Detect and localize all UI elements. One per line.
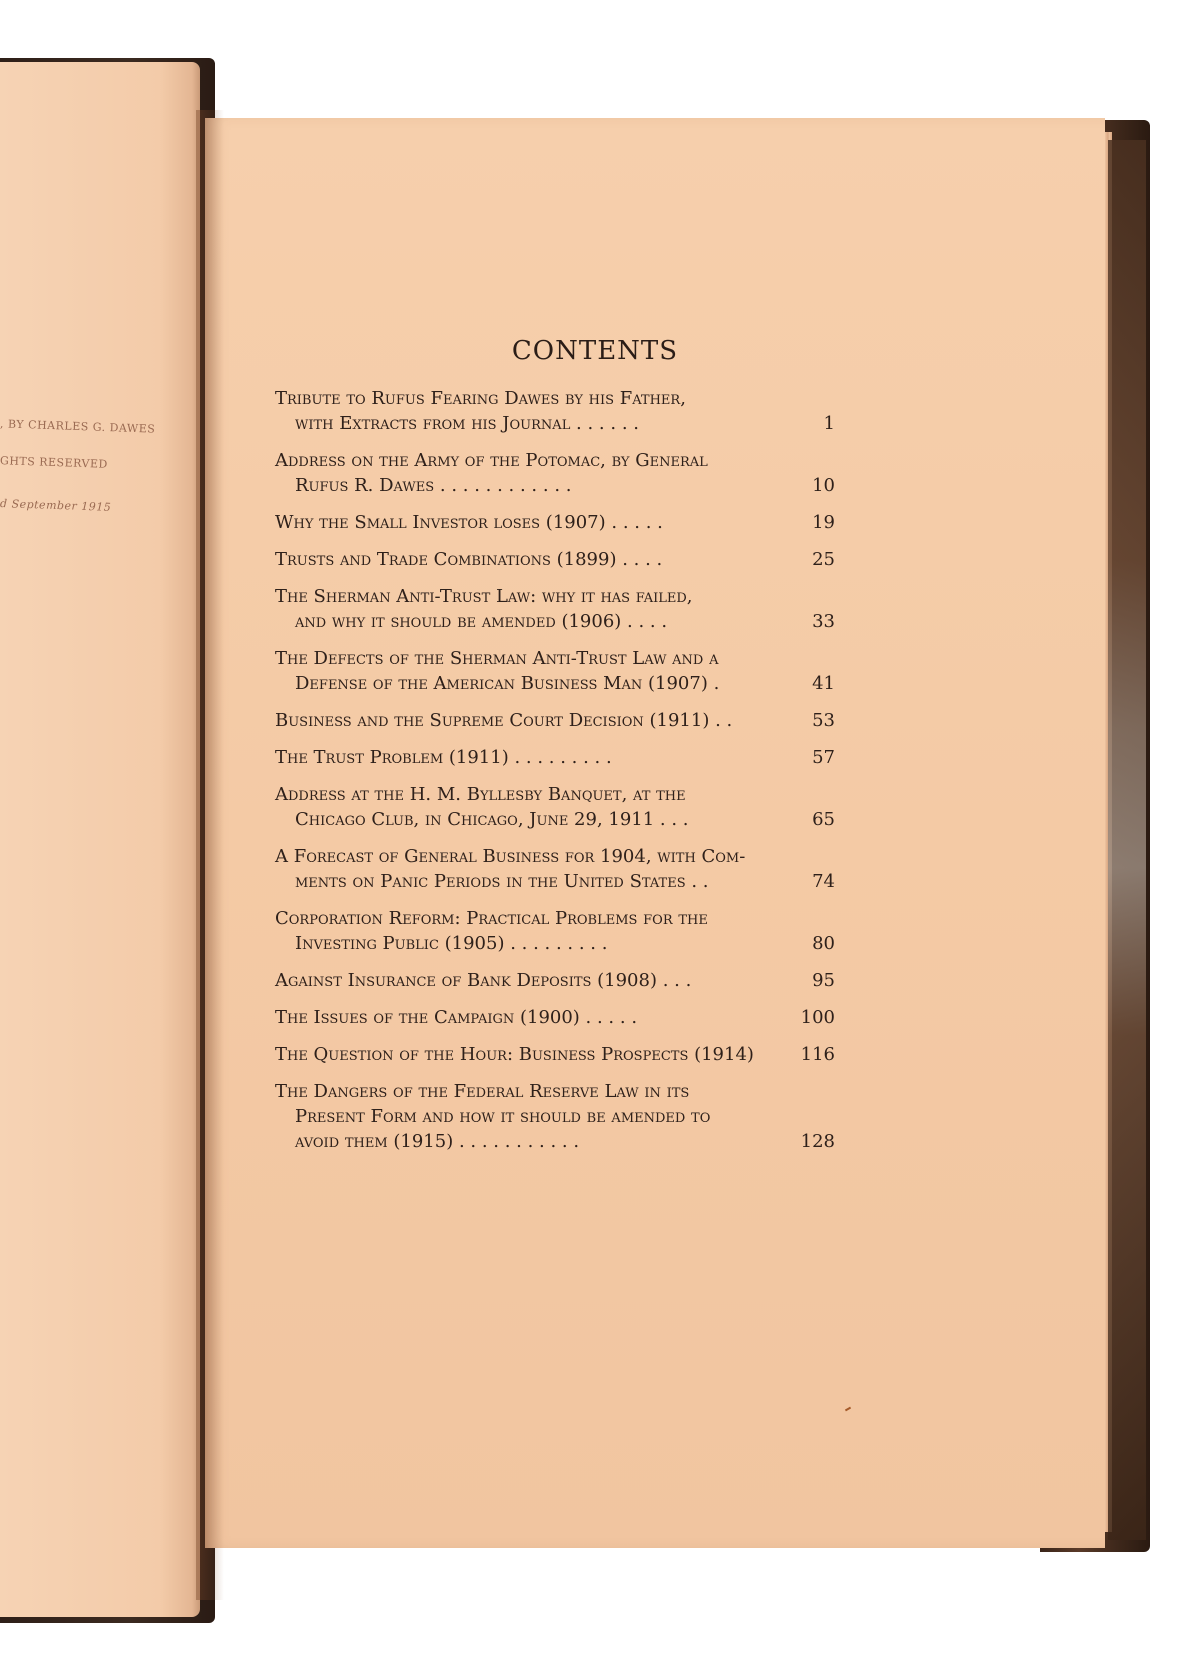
cover-spine-strip	[1108, 140, 1146, 1540]
toc-page-number: 53	[812, 710, 835, 731]
toc-page-number: 57	[812, 747, 835, 768]
toc-page-number: 19	[812, 512, 835, 533]
toc-entry-line: Chicago Club, in Chicago, June 29, 1911 . . .	[295, 809, 689, 830]
toc-entry-line: Address at the H. M. Byllesby Banquet, at the	[275, 784, 686, 805]
toc-entry-line: The Question of the Hour: Business Prospects (1914)	[275, 1044, 754, 1065]
toc-entry-line: Investing Public (1905) . . . . . . . . .	[295, 933, 608, 954]
toc-entry	[275, 547, 835, 572]
toc-page-number: 33	[812, 611, 835, 632]
toc-page-number: 65	[812, 809, 835, 830]
toc-page-number: 25	[812, 549, 835, 570]
toc-entry-line: and why it should be amended (1906) . . . .	[295, 611, 668, 632]
toc-page-number: 10	[812, 475, 835, 496]
toc-entry	[275, 1005, 835, 1030]
toc-entry-line: The Defects of the Sherman Anti-Trust Law and a	[275, 648, 719, 669]
toc-entry-line: The Dangers of the Federal Reserve Law in its	[275, 1081, 690, 1102]
toc-entry	[275, 1042, 835, 1067]
toc-entry-line: The Issues of the Campaign (1900) . . . . .	[275, 1007, 638, 1028]
toc-page-number: 128	[800, 1131, 835, 1152]
page-speck	[845, 1407, 851, 1412]
toc-page-number: 116	[800, 1044, 835, 1065]
toc-entry-line: The Trust Problem (1911) . . . . . . . . .	[275, 747, 612, 768]
toc-entry-line: with Extracts from his Journal . . . . . .	[295, 413, 639, 434]
publication-date-imprint: d September 1915	[0, 497, 112, 514]
toc-page-number: 95	[812, 970, 835, 991]
rights-reserved-imprint: GHTS RESERVED	[0, 454, 109, 471]
toc-entry-line: Trusts and Trade Combinations (1899) . . . .	[275, 549, 663, 570]
toc-entry-line: Address on the Army of the Potomac, by General	[275, 450, 708, 471]
toc-entry	[275, 386, 835, 436]
toc-entry	[275, 646, 835, 696]
contents-page	[205, 118, 1105, 1548]
toc-entry	[275, 708, 835, 733]
toc-entry-line: avoid them (1915) . . . . . . . . . . .	[295, 1131, 580, 1152]
toc-page-number: 41	[812, 673, 835, 694]
toc-entry-line: Why the Small Investor loses (1907) . . . . .	[275, 512, 663, 533]
toc-page-number: 80	[812, 933, 835, 954]
toc-entry	[275, 510, 835, 535]
toc-entry-line: ments on Panic Periods in the United States . .	[295, 871, 709, 892]
toc-entry-line: Defense of the American Business Man (1907) .	[295, 673, 720, 694]
toc-entry	[275, 448, 835, 498]
toc-entry-line: Against Insurance of Bank Deposits (1908) . . .	[275, 970, 692, 991]
copyright-imprint: , BY CHARLES G. DAWES	[0, 417, 156, 436]
page-gutter-shadow	[196, 110, 224, 1600]
contents-title: CONTENTS	[511, 336, 679, 366]
toc-entry	[275, 906, 835, 956]
toc-entry-line: Present Form and how it should be amended to	[295, 1106, 711, 1127]
toc-page-number: 1	[823, 413, 835, 434]
toc-entry-line: A Forecast of General Business for 1904, with Com-	[275, 846, 746, 867]
toc-entry	[275, 968, 835, 993]
toc-entry-line: The Sherman Anti-Trust Law: why it has failed,	[275, 586, 693, 607]
toc-entry	[275, 844, 835, 894]
toc-entry-line: Business and the Supreme Court Decision (1911) . .	[275, 710, 733, 731]
toc-entry	[275, 1079, 835, 1154]
left-page	[0, 62, 200, 1617]
toc-entry	[275, 584, 835, 634]
table-of-contents	[275, 386, 835, 1166]
toc-page-number: 100	[800, 1007, 835, 1028]
toc-page-number: 74	[812, 871, 835, 892]
toc-entry	[275, 745, 835, 770]
toc-entry-line: Rufus R. Dawes . . . . . . . . . . . .	[295, 475, 572, 496]
toc-entry-line: Tribute to Rufus Fearing Dawes by his Father,	[275, 388, 686, 409]
toc-entry-line: Corporation Reform: Practical Problems for the	[275, 908, 708, 929]
toc-entry	[275, 782, 835, 832]
